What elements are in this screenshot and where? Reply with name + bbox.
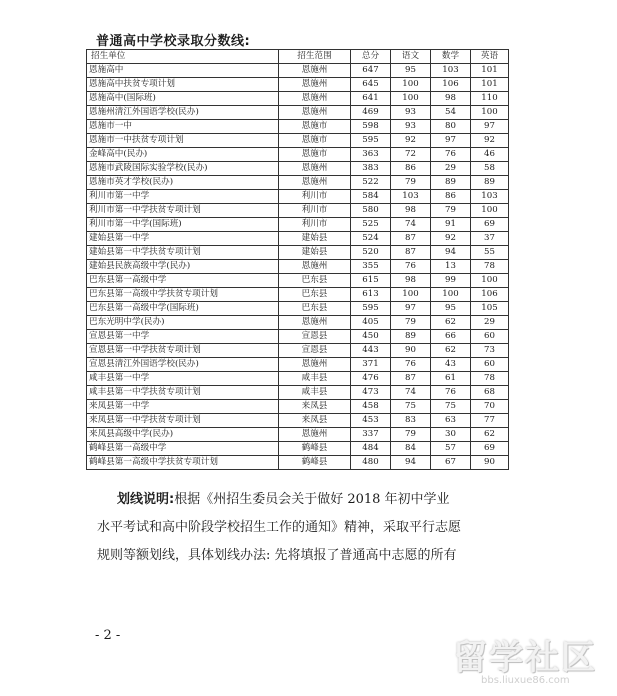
table-row: [87, 456, 509, 470]
cell-total: 641: [351, 92, 391, 106]
table-row: [87, 442, 509, 456]
header-math: 数学: [431, 50, 471, 64]
cell-math: 57: [431, 442, 471, 456]
cell-english: 105: [471, 302, 509, 316]
cell-school: 巴东县第一高级中学扶贫专项计划: [87, 288, 279, 302]
cell-chinese: 74: [391, 218, 431, 232]
table-row: [87, 176, 509, 190]
cell-school: 宣恩县第一中学: [87, 330, 279, 344]
cell-chinese: 72: [391, 148, 431, 162]
cell-english: 78: [471, 372, 509, 386]
cell-school: 鹤峰县第一高级中学: [87, 442, 279, 456]
cell-math: 98: [431, 92, 471, 106]
header-scope: 招生范围: [279, 50, 351, 64]
table-row: [87, 64, 509, 78]
cell-scope: 恩施州: [279, 176, 351, 190]
cell-math: 86: [431, 190, 471, 204]
cell-school: 恩施市一中: [87, 120, 279, 134]
cell-total: 371: [351, 358, 391, 372]
cell-math: 43: [431, 358, 471, 372]
watermark: [453, 630, 603, 690]
cell-school: 巴东县第一高级中学(国际班): [87, 302, 279, 316]
cell-math: 62: [431, 344, 471, 358]
cell-english: 29: [471, 316, 509, 330]
cell-scope: 恩施州: [279, 358, 351, 372]
cell-total: 337: [351, 428, 391, 442]
cell-english: 101: [471, 78, 509, 92]
table-body: [87, 64, 509, 470]
cell-math: 99: [431, 274, 471, 288]
cell-english: 55: [471, 246, 509, 260]
cell-english: 69: [471, 218, 509, 232]
cell-english: 97: [471, 120, 509, 134]
cell-total: 484: [351, 442, 391, 456]
cell-scope: 恩施市: [279, 148, 351, 162]
cell-math: 76: [431, 148, 471, 162]
cell-chinese: 93: [391, 120, 431, 134]
cell-scope: 恩施州: [279, 162, 351, 176]
table-row: [87, 288, 509, 302]
cell-chinese: 76: [391, 358, 431, 372]
cell-chinese: 74: [391, 386, 431, 400]
cell-scope: 建始县: [279, 232, 351, 246]
table-header-row: [87, 50, 509, 64]
cell-chinese: 83: [391, 414, 431, 428]
section-heading: 普通高中学校录取分数线:: [96, 34, 251, 49]
cell-total: 383: [351, 162, 391, 176]
table-row: [87, 358, 509, 372]
page-number: - 2 -: [95, 628, 121, 643]
cell-total: 520: [351, 246, 391, 260]
cell-math: 54: [431, 106, 471, 120]
cell-scope: 利川市: [279, 204, 351, 218]
cell-chinese: 79: [391, 316, 431, 330]
cell-math: 67: [431, 456, 471, 470]
cell-math: 95: [431, 302, 471, 316]
cell-total: 480: [351, 456, 391, 470]
cell-scope: 鹤峰县: [279, 456, 351, 470]
table-row: [87, 148, 509, 162]
cell-total: 615: [351, 274, 391, 288]
cell-scope: 恩施州: [279, 316, 351, 330]
cell-scope: 利川市: [279, 190, 351, 204]
cell-scope: 利川市: [279, 218, 351, 232]
cell-math: 103: [431, 64, 471, 78]
cell-math: 92: [431, 232, 471, 246]
cell-chinese: 95: [391, 64, 431, 78]
watermark-url: bbs.liuxue86.com: [481, 675, 570, 686]
cell-chinese: 89: [391, 330, 431, 344]
table-row: [87, 78, 509, 92]
cell-chinese: 103: [391, 190, 431, 204]
cell-english: 100: [471, 106, 509, 120]
cell-total: 363: [351, 148, 391, 162]
table-row: [87, 274, 509, 288]
cell-total: 525: [351, 218, 391, 232]
cell-school: 金峰高中(民办): [87, 148, 279, 162]
cell-english: 90: [471, 456, 509, 470]
cell-scope: 恩施市: [279, 134, 351, 148]
cutoff-explanation: [97, 486, 527, 570]
cell-chinese: 92: [391, 134, 431, 148]
cell-chinese: 75: [391, 400, 431, 414]
cell-total: 476: [351, 372, 391, 386]
cell-school: 来凤县第一中学: [87, 400, 279, 414]
table-row: [87, 120, 509, 134]
cell-english: 62: [471, 428, 509, 442]
cell-scope: 恩施市: [279, 120, 351, 134]
cell-english: 68: [471, 386, 509, 400]
cell-school: 巴东县第一高级中学: [87, 274, 279, 288]
cell-chinese: 87: [391, 246, 431, 260]
cell-math: 13: [431, 260, 471, 274]
cell-chinese: 100: [391, 288, 431, 302]
cell-math: 79: [431, 204, 471, 218]
cell-english: 46: [471, 148, 509, 162]
table-row: [87, 134, 509, 148]
cell-school: 恩施市武陵国际实验学校(民办): [87, 162, 279, 176]
table-row: [87, 316, 509, 330]
cell-scope: 巴东县: [279, 302, 351, 316]
explanation-line-2: 水平考试和高中阶段学校招生工作的通知》精神，采取平行志愿: [97, 520, 462, 535]
cell-school: 恩施市一中扶贫专项计划: [87, 134, 279, 148]
cell-english: 70: [471, 400, 509, 414]
cell-school: 咸丰县第一中学: [87, 372, 279, 386]
cell-math: 89: [431, 176, 471, 190]
table-row: [87, 246, 509, 260]
cell-english: 58: [471, 162, 509, 176]
cell-chinese: 76: [391, 260, 431, 274]
cell-scope: 恩施州: [279, 64, 351, 78]
cell-scope: 咸丰县: [279, 386, 351, 400]
cell-scope: 来凤县: [279, 414, 351, 428]
cell-school: 来凤县高级中学(民办): [87, 428, 279, 442]
cell-school: 来凤县第一中学扶贫专项计划: [87, 414, 279, 428]
cell-scope: 恩施州: [279, 106, 351, 120]
cell-total: 473: [351, 386, 391, 400]
cell-school: 恩施州清江外国语学校(民办): [87, 106, 279, 120]
cell-chinese: 98: [391, 204, 431, 218]
table-row: [87, 162, 509, 176]
cell-chinese: 100: [391, 92, 431, 106]
cell-english: 77: [471, 414, 509, 428]
table-row: [87, 232, 509, 246]
cell-chinese: 86: [391, 162, 431, 176]
cell-chinese: 100: [391, 78, 431, 92]
cell-math: 94: [431, 246, 471, 260]
cell-english: 100: [471, 204, 509, 218]
cell-math: 66: [431, 330, 471, 344]
cell-school: 巴东光明中学(民办): [87, 316, 279, 330]
cell-scope: 鹤峰县: [279, 442, 351, 456]
cell-total: 595: [351, 134, 391, 148]
header-total: 总分: [351, 50, 391, 64]
cell-math: 63: [431, 414, 471, 428]
table-row: [87, 344, 509, 358]
table-row: [87, 302, 509, 316]
cell-school: 建始县第一中学: [87, 232, 279, 246]
cell-scope: 咸丰县: [279, 372, 351, 386]
cell-english: 92: [471, 134, 509, 148]
cell-english: 110: [471, 92, 509, 106]
cell-total: 598: [351, 120, 391, 134]
cell-scope: 宣恩县: [279, 344, 351, 358]
cell-total: 613: [351, 288, 391, 302]
cell-school: 建始县民族高级中学(民办): [87, 260, 279, 274]
explanation-line-1: 根据《州招生委员会关于做好 2018 年初中学业: [174, 492, 450, 507]
cell-school: 宣恩县第一中学扶贫专项计划: [87, 344, 279, 358]
cell-school: 宣恩县清江外国语学校(民办): [87, 358, 279, 372]
table-row: [87, 414, 509, 428]
cell-school: 利川市第一中学(国际班): [87, 218, 279, 232]
cell-total: 524: [351, 232, 391, 246]
explanation-line-3: 规则等额划线，具体划线办法: 先将填报了普通高中志愿的所有: [97, 548, 457, 563]
explanation-lead: 划线说明:: [117, 492, 175, 507]
cell-total: 595: [351, 302, 391, 316]
cell-english: 37: [471, 232, 509, 246]
header-english: 英语: [471, 50, 509, 64]
admission-score-table: [86, 49, 509, 470]
cell-english: 101: [471, 64, 509, 78]
cell-scope: 建始县: [279, 246, 351, 260]
cell-english: 100: [471, 274, 509, 288]
table-row: [87, 330, 509, 344]
cell-math: 61: [431, 372, 471, 386]
header-chinese: 语文: [391, 50, 431, 64]
watermark-logo: 留学社区: [453, 638, 597, 678]
table-row: [87, 218, 509, 232]
cell-total: 469: [351, 106, 391, 120]
cell-math: 75: [431, 400, 471, 414]
cell-math: 76: [431, 386, 471, 400]
cell-chinese: 97: [391, 302, 431, 316]
cell-chinese: 79: [391, 428, 431, 442]
cell-english: 78: [471, 260, 509, 274]
cell-school: 恩施市英才学校(民办): [87, 176, 279, 190]
cell-math: 80: [431, 120, 471, 134]
cell-chinese: 79: [391, 176, 431, 190]
table-row: [87, 400, 509, 414]
cell-scope: 宣恩县: [279, 330, 351, 344]
cell-school: 鹤峰县第一高级中学扶贫专项计划: [87, 456, 279, 470]
cell-math: 100: [431, 288, 471, 302]
cell-chinese: 98: [391, 274, 431, 288]
cell-math: 62: [431, 316, 471, 330]
cell-english: 106: [471, 288, 509, 302]
cell-math: 97: [431, 134, 471, 148]
cell-english: 73: [471, 344, 509, 358]
cell-chinese: 94: [391, 456, 431, 470]
cell-scope: 恩施州: [279, 428, 351, 442]
header-school: 招生单位: [87, 50, 279, 64]
cell-math: 30: [431, 428, 471, 442]
cell-english: 60: [471, 330, 509, 344]
cell-school: 建始县第一中学扶贫专项计划: [87, 246, 279, 260]
cell-school: 咸丰县第一中学扶贫专项计划: [87, 386, 279, 400]
cell-school: 利川市第一中学扶贫专项计划: [87, 204, 279, 218]
table-row: [87, 204, 509, 218]
cell-total: 450: [351, 330, 391, 344]
table-row: [87, 260, 509, 274]
cell-total: 645: [351, 78, 391, 92]
table-row: [87, 386, 509, 400]
cell-scope: 恩施州: [279, 92, 351, 106]
cell-math: 29: [431, 162, 471, 176]
cell-total: 355: [351, 260, 391, 274]
cell-english: 103: [471, 190, 509, 204]
cell-total: 522: [351, 176, 391, 190]
table-row: [87, 92, 509, 106]
table-row: [87, 190, 509, 204]
cell-school: 恩施高中(国际班): [87, 92, 279, 106]
cell-total: 443: [351, 344, 391, 358]
table-row: [87, 106, 509, 120]
cell-scope: 来凤县: [279, 400, 351, 414]
cell-total: 584: [351, 190, 391, 204]
cell-math: 106: [431, 78, 471, 92]
cell-chinese: 90: [391, 344, 431, 358]
cell-english: 60: [471, 358, 509, 372]
cell-english: 89: [471, 176, 509, 190]
table-row: [87, 372, 509, 386]
cell-school: 恩施高中: [87, 64, 279, 78]
cell-chinese: 87: [391, 372, 431, 386]
cell-chinese: 87: [391, 232, 431, 246]
cell-total: 458: [351, 400, 391, 414]
cell-school: 利川市第一中学: [87, 190, 279, 204]
cell-scope: 巴东县: [279, 288, 351, 302]
cell-math: 91: [431, 218, 471, 232]
cell-school: 恩施高中扶贫专项计划: [87, 78, 279, 92]
table-row: [87, 428, 509, 442]
cell-chinese: 93: [391, 106, 431, 120]
cell-scope: 恩施州: [279, 260, 351, 274]
cell-scope: 恩施州: [279, 78, 351, 92]
cell-chinese: 84: [391, 442, 431, 456]
cell-scope: 巴东县: [279, 274, 351, 288]
cell-total: 647: [351, 64, 391, 78]
cell-total: 453: [351, 414, 391, 428]
cell-total: 405: [351, 316, 391, 330]
cell-total: 580: [351, 204, 391, 218]
cell-english: 69: [471, 442, 509, 456]
